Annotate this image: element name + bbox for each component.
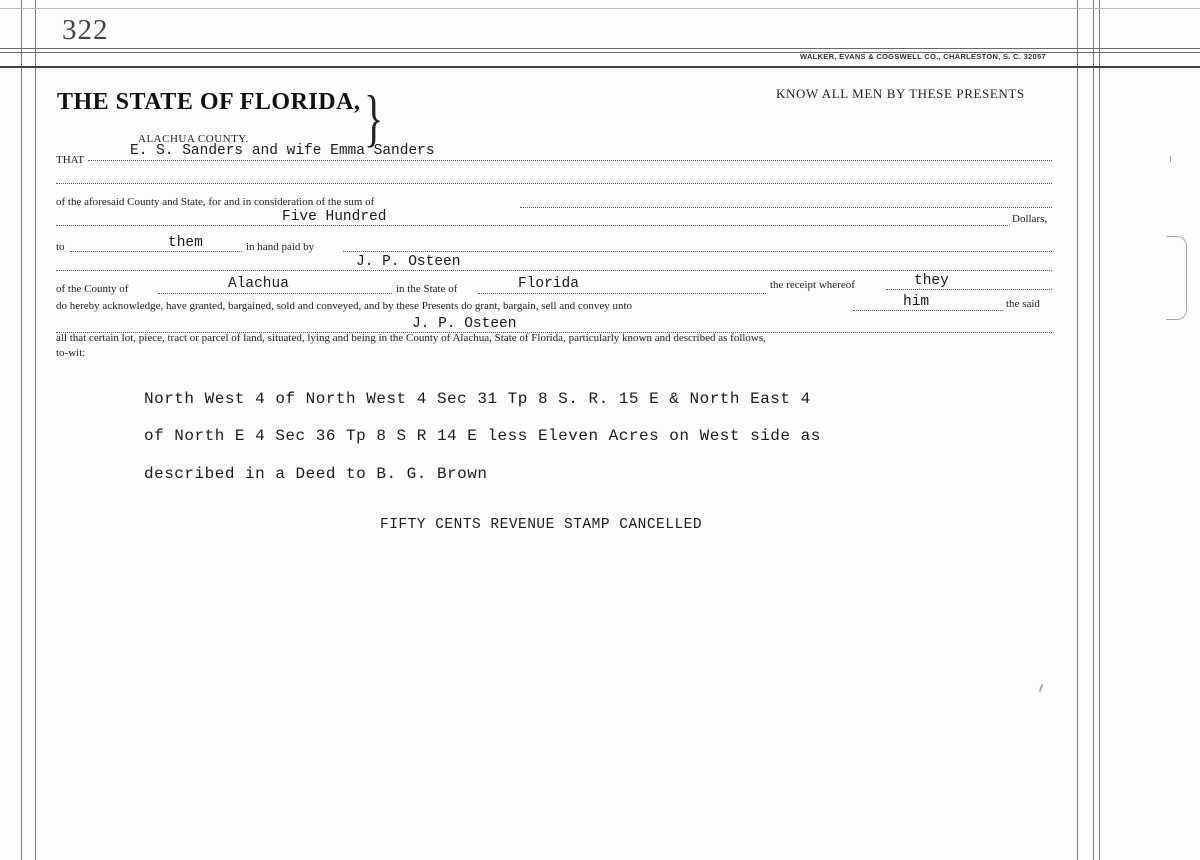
paid-by-label: in hand paid by: [246, 241, 315, 253]
right-margin-rule-inner: [1093, 0, 1094, 860]
description-line-3: described in a Deed to B. G. Brown: [144, 465, 488, 483]
county-of-label: of the County of: [56, 283, 129, 295]
dollars-label: Dollars,: [1012, 213, 1048, 225]
convey-line: [853, 310, 1003, 311]
state-of-line: [478, 293, 766, 294]
to-line: [70, 251, 242, 252]
payer-value: J. P. Osteen: [356, 254, 461, 270]
paid-by-line: [343, 251, 1052, 252]
know-all-men-heading: KNOW ALL MEN BY THESE PRESENTS: [776, 86, 1025, 101]
state-bracket: }: [364, 81, 384, 154]
land-clause: all that certain lot, piece, tract or parcel of land, situated, lying and being in the County of Alachua, State of Florida, particularly known and described as follows,: [56, 332, 766, 344]
header-rule-3: [0, 66, 1200, 68]
right-margin-rule: [1077, 0, 1078, 860]
description-line-1: North West 4 of North West 4 Sec 31 Tp 8 S. R. 15 E & North East 4: [144, 390, 811, 408]
that-label: THAT: [56, 154, 85, 166]
blank-line-1: [56, 183, 1052, 184]
revenue-stamp-note: FIFTY CENTS REVENUE STAMP CANCELLED: [380, 517, 703, 533]
top-rule: [0, 8, 1200, 9]
receipt-value: they: [914, 273, 949, 289]
county-heading: ALACHUA COUNTY.: [138, 133, 249, 145]
margin-speck: [1170, 156, 1171, 162]
consideration-label: of the aforesaid County and State, for and in consideration of the sum of: [56, 196, 375, 208]
convey-label: do hereby acknowledge, have granted, bargained, sold and conveyed, and by these Presents do grant, bargain, sell and convey unto: [56, 300, 633, 312]
state-of-label: in the State of: [396, 283, 458, 295]
grantors-line: [88, 160, 1052, 161]
description-line-2: of North E 4 Sec 36 Tp 8 S R 14 E less Eleven Acres on West side as: [144, 427, 821, 445]
receipt-line: [886, 289, 1052, 290]
left-margin-rule-inner: [35, 0, 36, 860]
binding-hole-mark: [1166, 236, 1187, 320]
amount-value: Five Hundred: [282, 209, 387, 225]
payer-line: [56, 270, 1052, 271]
convey-to-value: him: [903, 294, 930, 310]
to-value: them: [168, 235, 203, 251]
to-label: to: [56, 241, 65, 253]
county-of-line: [158, 293, 392, 294]
left-margin-rule: [21, 0, 22, 860]
right-margin-rule-outer: [1099, 0, 1100, 860]
state-title: THE STATE OF FLORIDA,: [57, 89, 361, 115]
consideration-line: [520, 207, 1052, 208]
grantee-value: J. P. Osteen: [412, 316, 517, 332]
printer-imprint: WALKER, EVANS & COGSWELL CO., CHARLESTON, S. C. 32057: [800, 52, 1046, 61]
receipt-label: the receipt whereof: [770, 279, 855, 291]
grantors-value: E. S. Sanders and wife Emma Sanders: [130, 143, 435, 159]
amount-line: [56, 225, 1010, 226]
county-value: Alachua: [228, 276, 289, 292]
state-value: Florida: [518, 276, 579, 292]
to-wit-label: to-wit:: [56, 347, 86, 359]
margin-speck: [1039, 684, 1044, 692]
the-said-label: the said: [1006, 298, 1040, 310]
page-number: 322: [62, 14, 109, 46]
header-rule-1: [0, 48, 1200, 49]
